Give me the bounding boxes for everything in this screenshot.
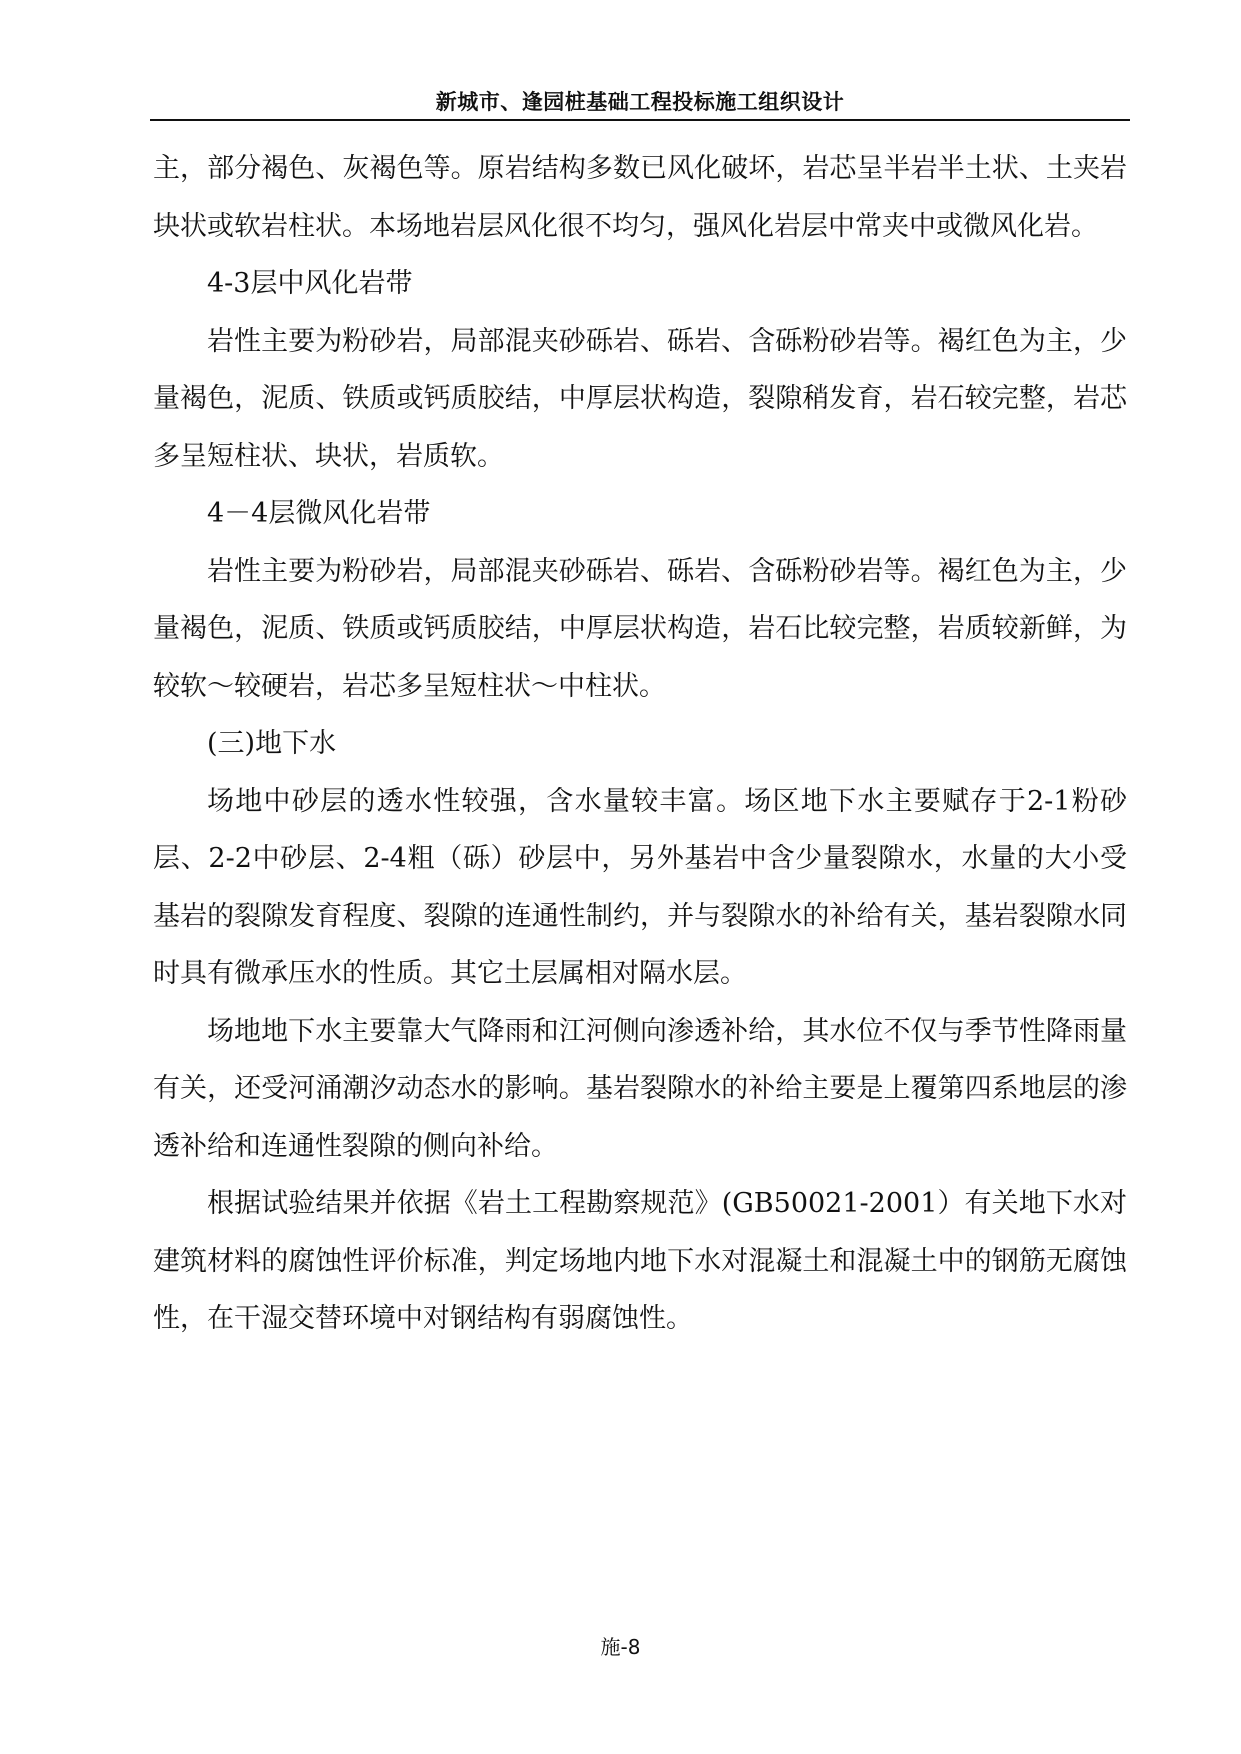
paragraph-layer-4-4: 岩性主要为粉砂岩，局部混夹砂砾岩、砾岩、含砾粉砂岩等。褐红色为主，少量褐色，泥质、铁质或钙质胶结，中厚层状构造，岩石比较完整，岩质较新鲜，为较软～较硬岩，岩芯多呈短柱状～中柱状。	[153, 555, 1127, 702]
page-number: 施-8	[600, 1635, 641, 1659]
heading-layer-4-3: 4-3层中风化岩带	[207, 268, 413, 299]
paragraph-groundwater-corrosivity: 根据试验结果并依据《岩土工程勘察规范》(GB50021-2001）有关地下水对建筑材料的腐蚀性评价标准，判定场地内地下水对混凝土和混凝土中的钢筋无腐蚀性，在干湿交替环境中对钢结构有弱腐蚀性。	[153, 1188, 1127, 1334]
page-header-title: 新城市、逢园桩基础工程投标施工组织设计	[435, 90, 845, 114]
header-divider	[150, 119, 1130, 121]
paragraph-layer-4-3: 岩性主要为粉砂岩，局部混夹砂砾岩、砾岩、含砾粉砂岩等。褐红色为主，少量褐色，泥质、铁质或钙质胶结，中厚层状构造，裂隙稍发育，岩石较完整，岩芯多呈短柱状、块状，岩质软。	[153, 325, 1127, 472]
paragraph-rock-description-continued: 主，部分褐色、灰褐色等。原岩结构多数已风化破坏，岩芯呈半岩半土状、土夹岩块状或软岩柱状。本场地岩层风化很不均匀，强风化岩层中常夹中或微风化岩。	[153, 153, 1127, 242]
paragraph-groundwater-storage: 场地中砂层的透水性较强，含水量较丰富。场区地下水主要赋存于2-1粉砂层、2-2中砂层、2-4粗（砾）砂层中，另外基岩中含少量裂隙水，水量的大小受基岩的裂隙发育程度、裂隙的连通性制约，并与裂隙水的补给有关，基岩裂隙水同时具有微承压水的性质。其它土层属相对隔水层。	[153, 785, 1127, 989]
paragraph-groundwater-recharge: 场地地下水主要靠大气降雨和江河侧向渗透补给，其水位不仅与季节性降雨量有关，还受河涌潮汐动态水的影响。基岩裂隙水的补给主要是上覆第四系地层的渗透补给和连通性裂隙的侧向补给。	[153, 1015, 1127, 1162]
document-body	[153, 140, 1127, 1348]
heading-groundwater: (三)地下水	[207, 728, 337, 759]
heading-layer-4-4: 4－4层微风化岩带	[207, 498, 431, 529]
